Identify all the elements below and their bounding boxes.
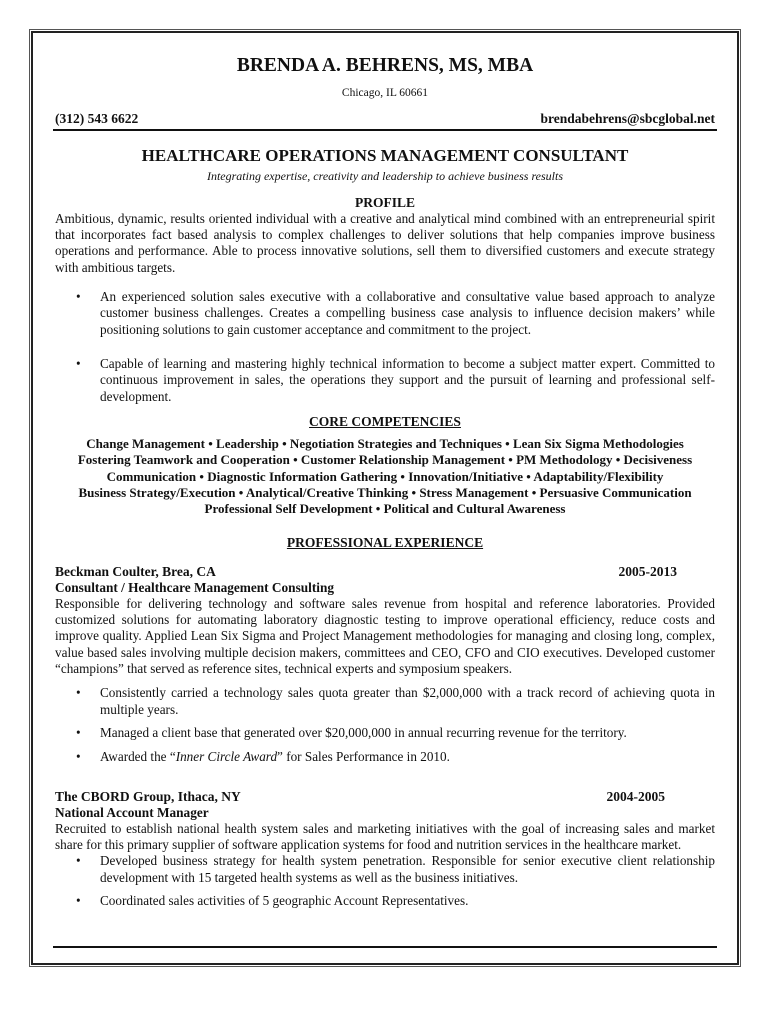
profile-section [55, 195, 715, 405]
job-description: Recruited to establish national health system sales and marketing initiatives with the goal of increasing sales and market share for this primary supplier of software application systems for food and nutrition services in the healthcare market. [55, 821, 715, 853]
job-header [55, 564, 715, 580]
list-item: • Developed business strategy for health system penetration. Responsible for senior executive client relationship development with 15 targeted health systems as well as the business initiatives. [76, 853, 715, 885]
competency-line: Fostering Teamwork and Cooperation • Customer Relationship Management • PM Methodology • Decisiveness [77, 452, 693, 468]
footer-divider [53, 946, 717, 948]
company: The CBORD Group, Ithaca, NY [55, 789, 241, 804]
bullet-icon: • [76, 355, 81, 371]
list-item: • Coordinated sales activities of 5 geographic Account Representatives. [76, 892, 469, 908]
job-title: National Account Manager [55, 805, 209, 820]
award-name: Inner Circle Award [175, 748, 278, 764]
email: brendabehrens@sbcglobal.net [540, 111, 715, 126]
candidate-name: BRENDA A. BEHRENS, MS, MBA [236, 55, 534, 76]
tagline: Integrating expertise, creativity and leadership to achieve business results [206, 169, 564, 183]
contact-row [55, 111, 715, 127]
headline: HEALTHCARE OPERATIONS MANAGEMENT CONSULTANT [141, 146, 629, 165]
competencies-section [55, 414, 715, 517]
bullet-icon: • [76, 853, 81, 869]
company: Beckman Coulter, Brea, CA [55, 564, 216, 579]
competency-line: Professional Self Development • Political and Cultural Awareness [204, 501, 566, 517]
job-bullets [55, 853, 715, 909]
bullet-icon: • [76, 748, 81, 764]
job-beckman [55, 564, 715, 765]
job-cbord [55, 789, 715, 909]
dates: 2004-2005 [606, 789, 665, 804]
section-title-competencies: CORE COMPETENCIES [309, 414, 461, 429]
section-title-profile: PROFILE [354, 195, 415, 210]
job-bullets [55, 685, 715, 765]
bullet-icon: • [76, 288, 81, 304]
competency-line: Business Strategy/Execution • Analytical/Creative Thinking • Stress Management • Persuasive Communication [78, 484, 692, 500]
competency-line: Communication • Diagnostic Information Gathering • Innovation/Initiative • Adaptability/Flexibility [106, 468, 664, 484]
header-divider [53, 129, 717, 131]
job-title: Consultant / Healthcare Management Consulting [55, 580, 334, 595]
profile-bullets [55, 289, 715, 406]
bullet-icon: • [76, 685, 81, 701]
profile-summary: Ambitious, dynamic, results oriented individual with a creative and analytical mind combined with an entrepreneurial spirit that incorporates fact based analysis to complex challenges to deliver solutions that help companies improve business operations and performance. Able to process innovative solutions, sell them to diversified customers and execute strategy with ambitious targets. [55, 211, 715, 275]
dates: 2005-2013 [618, 564, 677, 579]
job-header [55, 789, 715, 805]
competency-line: Change Management • Leadership • Negotiation Strategies and Techniques • Lean Six Sigma Methodologies [86, 436, 684, 451]
section-title-experience: PROFESSIONAL EXPERIENCE [286, 535, 484, 550]
list-item: • Consistently carried a technology sales quota greater than $2,000,000 with a track record of achieving quota in multiple years. [76, 685, 715, 717]
location: Chicago, IL 60661 [341, 87, 429, 99]
list-item: • Managed a client base that generated over $20,000,000 in annual recurring revenue for the territory. [76, 725, 627, 741]
bullet-icon: • [76, 725, 81, 741]
bullet-icon: • [76, 892, 81, 908]
list-item: • Awarded the “Inner Circle Award” for Sales Performance in 2010. [76, 748, 450, 764]
phone: (312) 543 6622 [55, 111, 139, 126]
job-description: Responsible for delivering technology and software sales revenue from hospital and reference laboratories. Provided customized solutions for automating laboratory diagnostic testing to improve operational efficiency, reduce costs and improve quality. Applied Lean Six Sigma and Project Management methodologies for managing and closing long, complex, value based sales involving multiple decision makers, committees and CEO, CFO and CIO executives. Developed customer “champions” that served as reference sites, technical experts and symposium speakers. [55, 596, 715, 676]
list-item: • Capable of learning and mastering highly technical information to become a subject matter expert. Committed to continuous improvement in sales, the operations they support and the pursuit of learning and professional self-development. [76, 355, 715, 404]
list-item: • An experienced solution sales executive with a collaborative and consultative value based approach to analyze customer business challenges. Creates a compelling business case analysis to influence decision makers’ while positioning solutions to gain customer acceptance and commitment to the project. [76, 288, 715, 337]
